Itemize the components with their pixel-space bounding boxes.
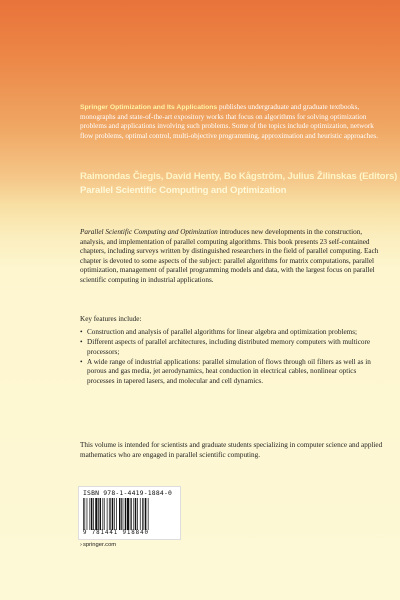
series-name: Springer Optimization and Its Applications [80, 104, 218, 111]
barcode-icon [83, 498, 176, 530]
feature-text: Different aspects of parallel architectures, including distributed memory computers with multicore processors; [87, 338, 371, 356]
description-text: introduces new developments in the construction, analysis, and implementation of parallel computing algorithms. This book presents 23 self-contained chapters, including surveys written by distinguished researchers in the field of parallel computing. Each chapter is devoted to some aspects of the subject: parallel algorithms for matrix computations, parallel optimization, management of parallel programming models and data, with the largest focus on parallel scientific computing in industrial applications. [80, 228, 379, 284]
bullet-icon: • [80, 338, 83, 346]
key-features-list [80, 328, 385, 387]
book-editors: Raimondas Čiegis, David Henty, Bo Kågström, Julius Žilinskas (Editors) [80, 171, 398, 182]
key-features-intro: Key features include: [80, 315, 142, 323]
description-title: Parallel Scientific Computing and Optimization [80, 228, 218, 236]
series-description [80, 103, 380, 141]
publisher-link-text: springer.com [82, 542, 117, 548]
list-item [80, 358, 385, 387]
feature-text: A wide range of industrial applications: parallel simulation of flows through oil filters as well as in porous and gas media, jet aerodynamics, heat conduction in electrical cables, nonlinear optics processes in tapered lasers, and molecular and cell dynamics. [87, 357, 371, 385]
isbn-barcode [78, 486, 181, 540]
bullet-icon: • [80, 328, 83, 336]
list-item [80, 328, 385, 338]
feature-text: Construction and analysis of parallel algorithms for linear algebra and optimization problems; [87, 328, 358, 336]
barcode-digits: 9 781441 918840 [83, 530, 149, 536]
audience-statement: This volume is intended for scientists and graduate students specializing in computer science and applied mathematics who are engaged in parallel scientific computing. [80, 441, 383, 459]
list-item [80, 338, 385, 357]
publisher-link[interactable] [80, 542, 116, 548]
isbn-number: ISBN 978-1-4419-1884-0 [83, 489, 173, 497]
book-title: Parallel Scientific Computing and Optimization [80, 185, 287, 196]
series-blurb-text: publishes undergraduate and graduate textbooks, monographs and state-of-the-art expository works that focus on algorithms for solving optimization problems and applications involving such problems. Some of the topics include optimization, network flow problems, optimal control, multi-objective programming, approximation and heuristic approaches. [80, 103, 379, 140]
arrow-icon: › [80, 542, 82, 548]
bullet-icon: • [80, 357, 83, 366]
book-description [80, 228, 385, 285]
